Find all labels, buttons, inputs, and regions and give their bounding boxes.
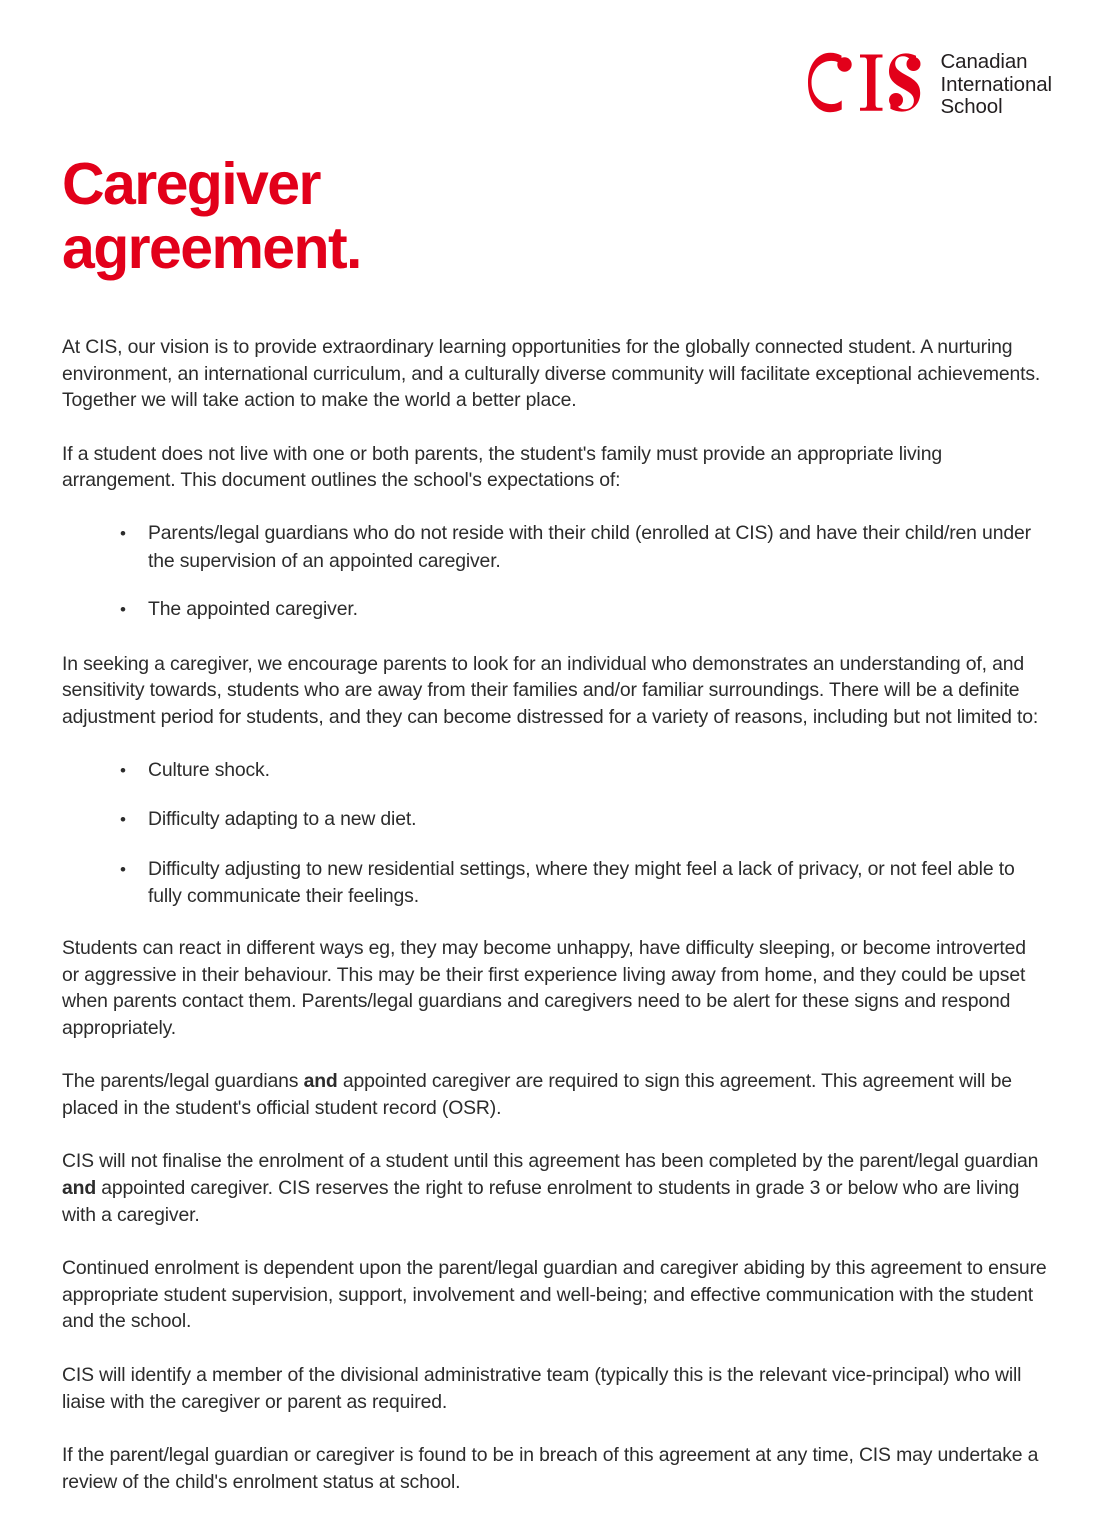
paragraph-continued-enrolment: Continued enrolment is dependent upon the parent/legal guardian and caregiver abiding by this agreement to ensure appropriate student supervision, support, involvement and well-being; and effective communication with the student and the school.	[62, 1257, 1047, 1333]
text-fragment: appointed caregiver. CIS reserves the right to refuse enrolment to students in grade 3 or below who are living with a caregiver.	[62, 1177, 1020, 1226]
paragraph-administrative-liaison: CIS will identify a member of the divisional administrative team (typically this is the relevant vice-principal) who will liaise with the caregiver or parent as required.	[62, 1364, 1022, 1413]
text-emphasis-and: and	[62, 1177, 97, 1200]
paragraph-living-arrangement: If a student does not live with one or both parents, the student's family must provide an appropriate living arrangement. This document outlines the school's expectations of:	[62, 442, 942, 492]
document-body	[62, 334, 1048, 1522]
cis-logo	[808, 48, 1052, 119]
cis-monogram-icon	[808, 48, 926, 116]
paragraph-signing-requirement	[62, 1068, 1048, 1121]
page-title	[62, 152, 662, 280]
text-fragment: The parents/legal guardians	[62, 1070, 304, 1093]
paragraph-seeking-caregiver: In seeking a caregiver, we encourage parents to look for an individual who demonstrates an understanding of, and sensitivity towards, students who are away from their families and/or familiar surroundings. There will be a definite adjustment period for students, and they can become distressed for a variety of reasons, including but not limited to:	[62, 652, 1039, 728]
page-title-line-1: Caregiver	[62, 151, 320, 217]
expectations-list	[62, 520, 1048, 624]
paragraph-breach-review: If the parent/legal guardian or caregiver is found to be in breach of this agreement at any time, CIS may undertake a review of the child's enrolment status at school.	[62, 1444, 1039, 1493]
text-emphasis-and: and	[303, 1070, 338, 1093]
logo-word-line-1: Canadian	[940, 50, 1028, 73]
logo-word-line-3: School	[940, 95, 1003, 118]
distress-reasons-list	[62, 757, 1048, 910]
list-item: • Culture shock.	[62, 757, 1048, 785]
cis-logo-wordmark	[940, 48, 1052, 119]
list-item: • Difficulty adjusting to new residential settings, where they might feel a lack of privacy, or not feel able to fully communicate their feelings.	[62, 856, 1048, 910]
logo-word-line-2: International	[940, 72, 1052, 96]
list-item: • The appointed caregiver.	[62, 596, 1048, 624]
list-item: • Difficulty adapting to a new diet.	[62, 806, 1048, 834]
text-fragment: appointed caregiver are required to sign this agreement. This agreement will be placed in the student's official student record (OSR).	[62, 1070, 1012, 1119]
list-item: • Parents/legal guardians who do not reside with their child (enrolled at CIS) and have their child/ren under the supervision of an appointed caregiver.	[62, 520, 1048, 574]
text-fragment: CIS will not finalise the enrolment of a student until this agreement has been completed by the parent/legal guardian	[62, 1150, 1039, 1173]
paragraph-vision: At CIS, our vision is to provide extraordinary learning opportunities for the globally connected student. A nurturing environment, an international curriculum, and a culturally diverse community will facilitate exceptional achievements. Together we will take action to make the world a better place.	[62, 336, 1041, 412]
paragraph-enrolment-finalisation	[62, 1148, 1048, 1228]
paragraph-student-reactions: Students can react in different ways eg, they may become unhappy, have difficulty sleeping, or become introverted or aggressive in their behaviour. This may be their first experience living away from home, and they could be upset when parents contact them. Parents/legal guardians and caregivers need to be alert for these signs and respond appropriately.	[62, 936, 1026, 1039]
page-title-line-2: agreement.	[62, 215, 361, 281]
